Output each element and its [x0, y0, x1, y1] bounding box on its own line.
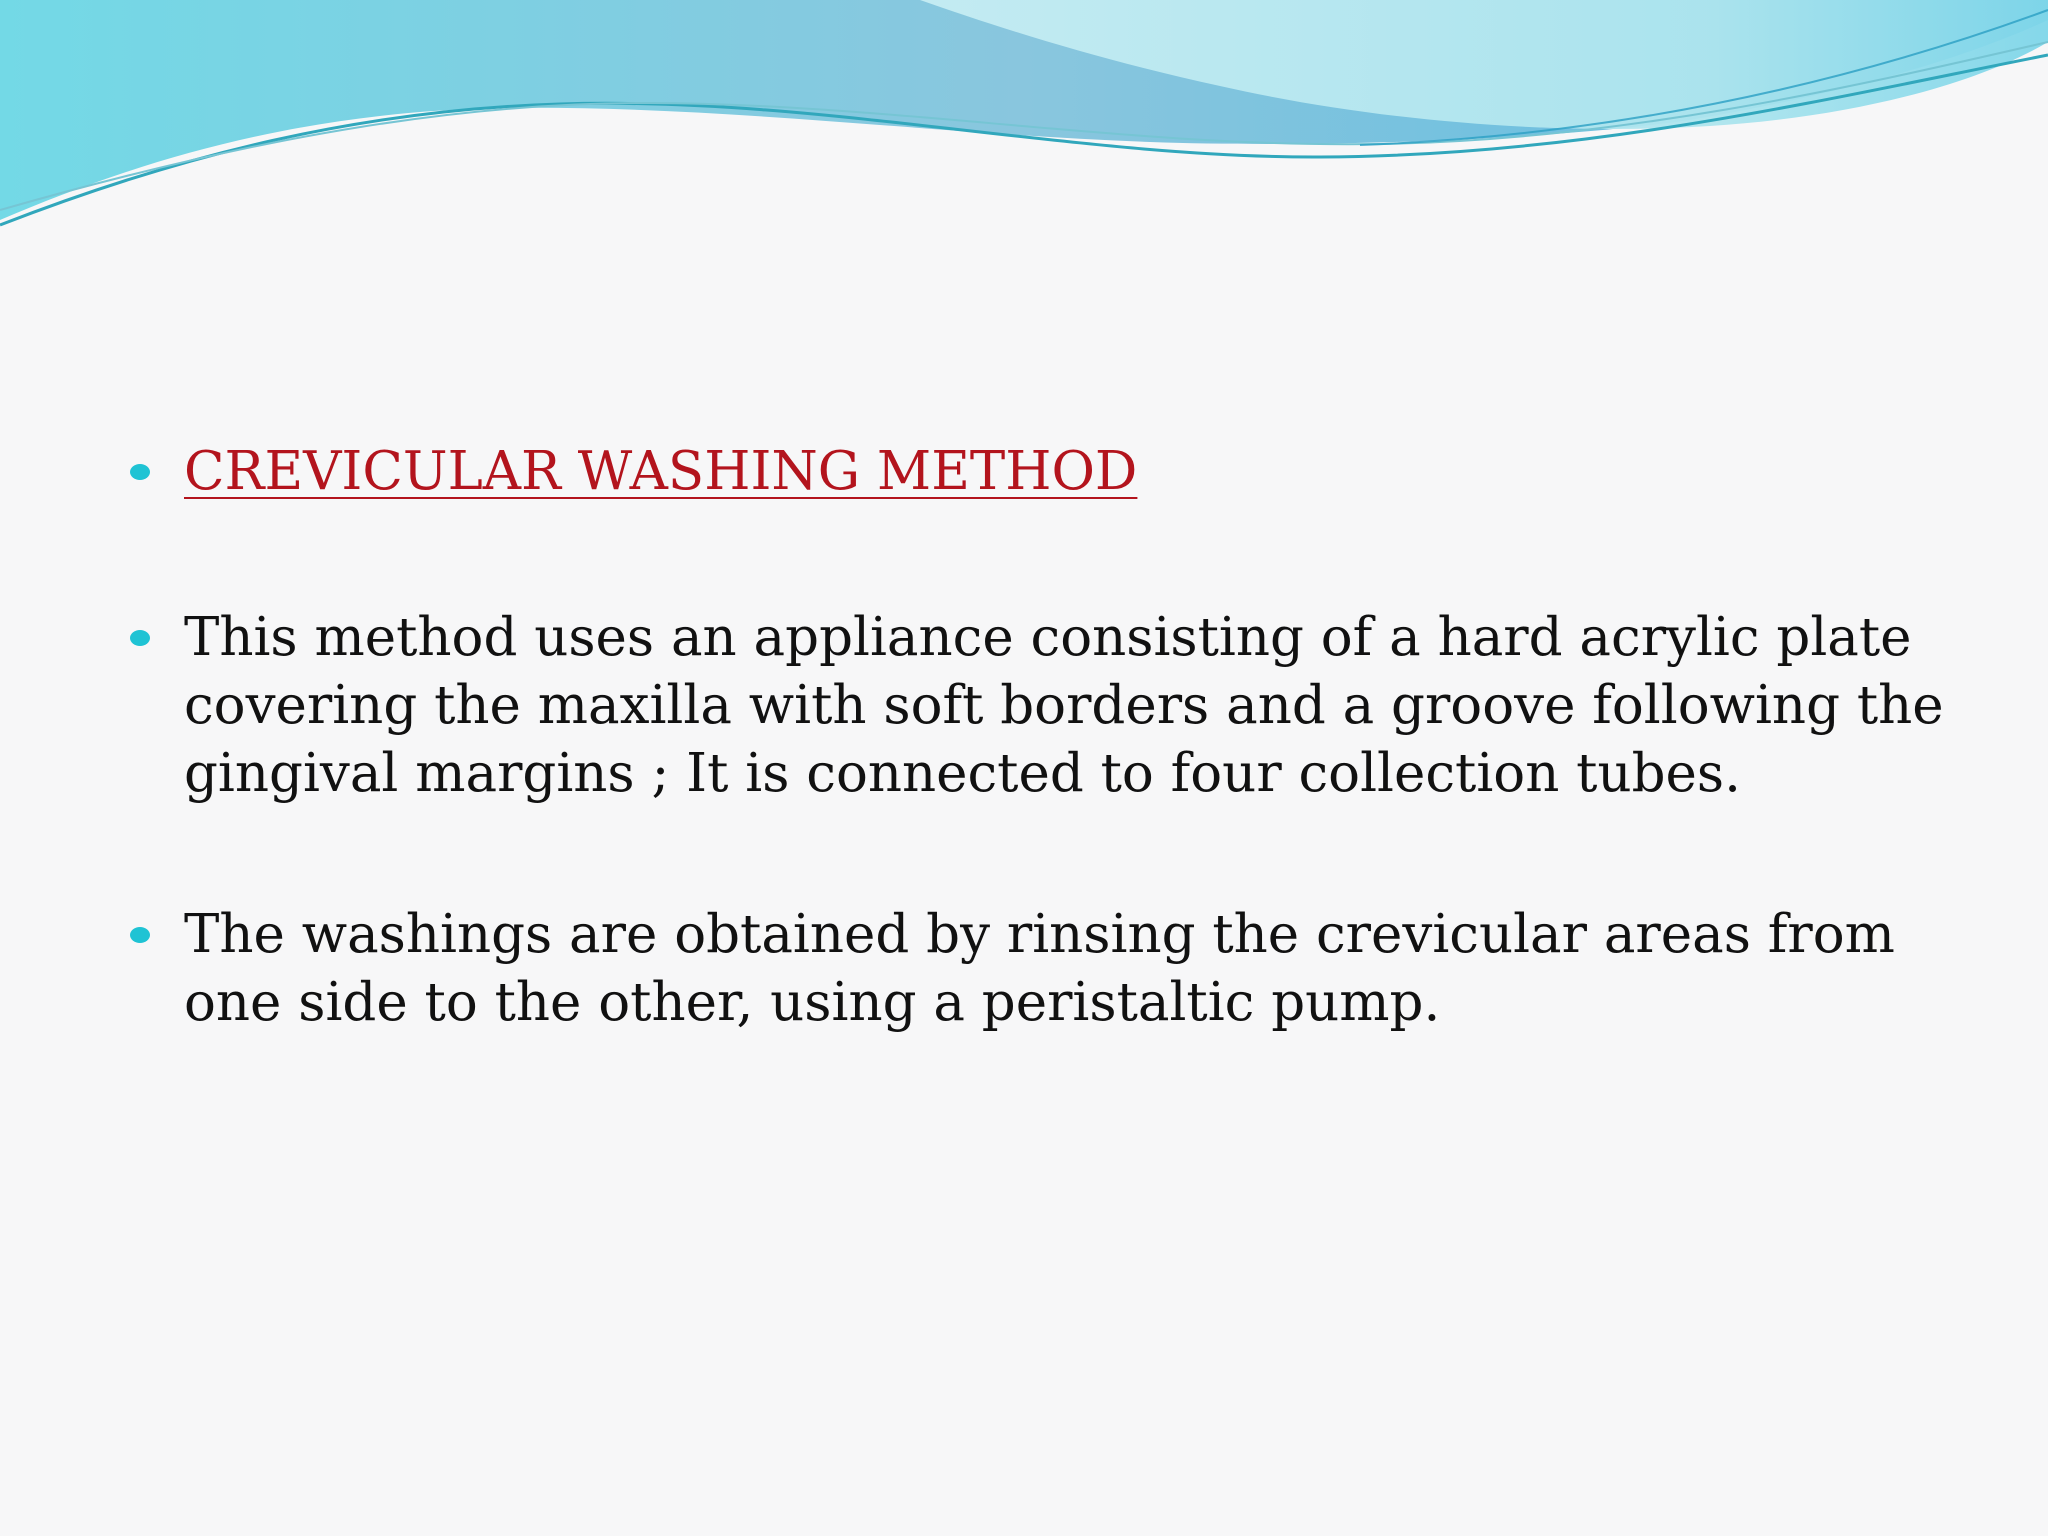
- header-wave-graphic: [0, 0, 2048, 240]
- bullet-item-appliance-description: [124, 604, 1984, 808]
- washing-procedure-text: The washings are obtained by rinsing the crevicular areas from one side to the other, using a peristaltic pump.: [184, 904, 1895, 1033]
- bullet-icon: [130, 464, 150, 480]
- bullet-icon: [130, 630, 150, 646]
- bullet-icon: [130, 927, 150, 943]
- crevicular-washing-heading: CREVICULAR WASHING METHOD: [184, 441, 1138, 502]
- bullet-item-crevicular-heading: [124, 438, 1984, 506]
- bullet-list: [124, 438, 1984, 1037]
- appliance-description-text: This method uses an appliance consisting of a hard acrylic plate covering the maxilla with soft borders and a groove following the gingival margins ; It is connected to four collection tubes.: [184, 607, 1944, 804]
- bullet-item-washing-procedure: [124, 901, 1984, 1037]
